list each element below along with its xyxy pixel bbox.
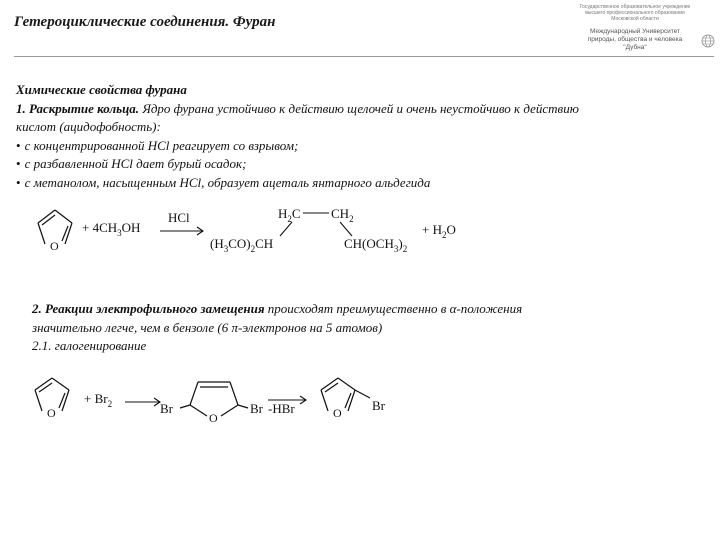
point-ring-opening: [16, 100, 716, 119]
logo-large-line1: Международный Университет: [589, 28, 681, 35]
logo-large-line3: "Дубна": [623, 44, 647, 51]
product-top-right: $CH_2$: [331, 206, 354, 224]
product-bond-right: [340, 222, 352, 236]
halogenation-heading: 2.1. галогенирование: [32, 338, 147, 353]
logo-small-line3: Московской области: [611, 16, 659, 22]
page-title: Гетероциклические соединения. Фуран: [14, 14, 276, 30]
bullet-text: с разбавленной HCl дает бурый осадок;: [24, 156, 247, 171]
reaction-arrow: [125, 398, 160, 406]
substitution-line2: значительно легче, чем в бензоле (6 π-электронов на 5 атомов): [32, 319, 383, 335]
hbr-elimination-label: -HBr: [268, 401, 295, 416]
catalyst-label: HCl: [168, 210, 190, 225]
reaction-arrow: [160, 227, 203, 235]
substitution-intro: [32, 300, 692, 319]
reaction-ring-opening: [0, 198, 720, 278]
bullet-item: • с метанолом, насыщенным HCl, образует ацеталь янтарного альдегида: [16, 174, 431, 190]
bullet-text: с концентрированной HCl реагирует со взрывом;: [24, 137, 299, 153]
header-divider: [14, 56, 714, 57]
product-bottom-right: $CH(OCH_3)_2$: [344, 236, 408, 254]
bromine-reagent: + $Br_2$: [84, 391, 113, 409]
product-bottom-left: $(H_3CO)_2CH$: [210, 236, 274, 254]
point-continuation: кислот (ацидофобность):: [16, 119, 161, 134]
product-top-left: $H_2C$: [278, 206, 301, 224]
logo-large-line2: природы, общества и человека: [587, 36, 683, 43]
point-lead: 1. Раскрытие кольца.: [16, 100, 140, 116]
section-electrophilic-substitution: [32, 300, 692, 356]
water-product: + $H_2O$: [422, 222, 456, 240]
furan-oxygen: O: [47, 406, 56, 420]
bullet-item: • с разбавленной HCl дает бурый осадок;: [16, 156, 247, 171]
bullet-text: с метанолом, насыщенным HCl, образует ацеталь янтарного альдегида: [24, 174, 431, 190]
intermediate-oxygen: O: [209, 411, 218, 425]
university-logo: [575, 4, 715, 60]
bullet-item: • с концентрированной HCl реагирует со взрывом;: [16, 137, 299, 153]
logo-caption-large: [575, 28, 695, 52]
logo-small-line1: Государственное образовательное учреждение: [579, 4, 691, 10]
substitution-lead: 2. Реакции электрофильного замещения: [32, 301, 265, 316]
furan-oxygen: O: [50, 239, 59, 253]
section-heading: Химические свойства фурана: [16, 82, 187, 97]
bromine-left: Br: [160, 401, 173, 416]
substitution-text: происходят преимущественно в α-положения: [264, 301, 523, 316]
bromine-right: Br: [250, 401, 263, 416]
globe-icon: [701, 32, 715, 50]
point-text: Ядро фурана устойчиво к действию щелочей и очень неустойчиво к действию: [139, 100, 579, 116]
bromofuran-oxygen: O: [333, 406, 342, 420]
bromine-product: Br: [372, 398, 385, 413]
product-bond-left: [280, 222, 292, 236]
bromofuran-structure: [321, 378, 370, 411]
methanol-reagent: + $4CH_3OH$: [82, 220, 141, 238]
reaction-halogenation: [0, 370, 720, 440]
logo-caption-small: [575, 4, 695, 22]
logo-small-line2: высшего профессионального образования: [585, 10, 685, 16]
section-chemical-properties: [16, 81, 716, 192]
